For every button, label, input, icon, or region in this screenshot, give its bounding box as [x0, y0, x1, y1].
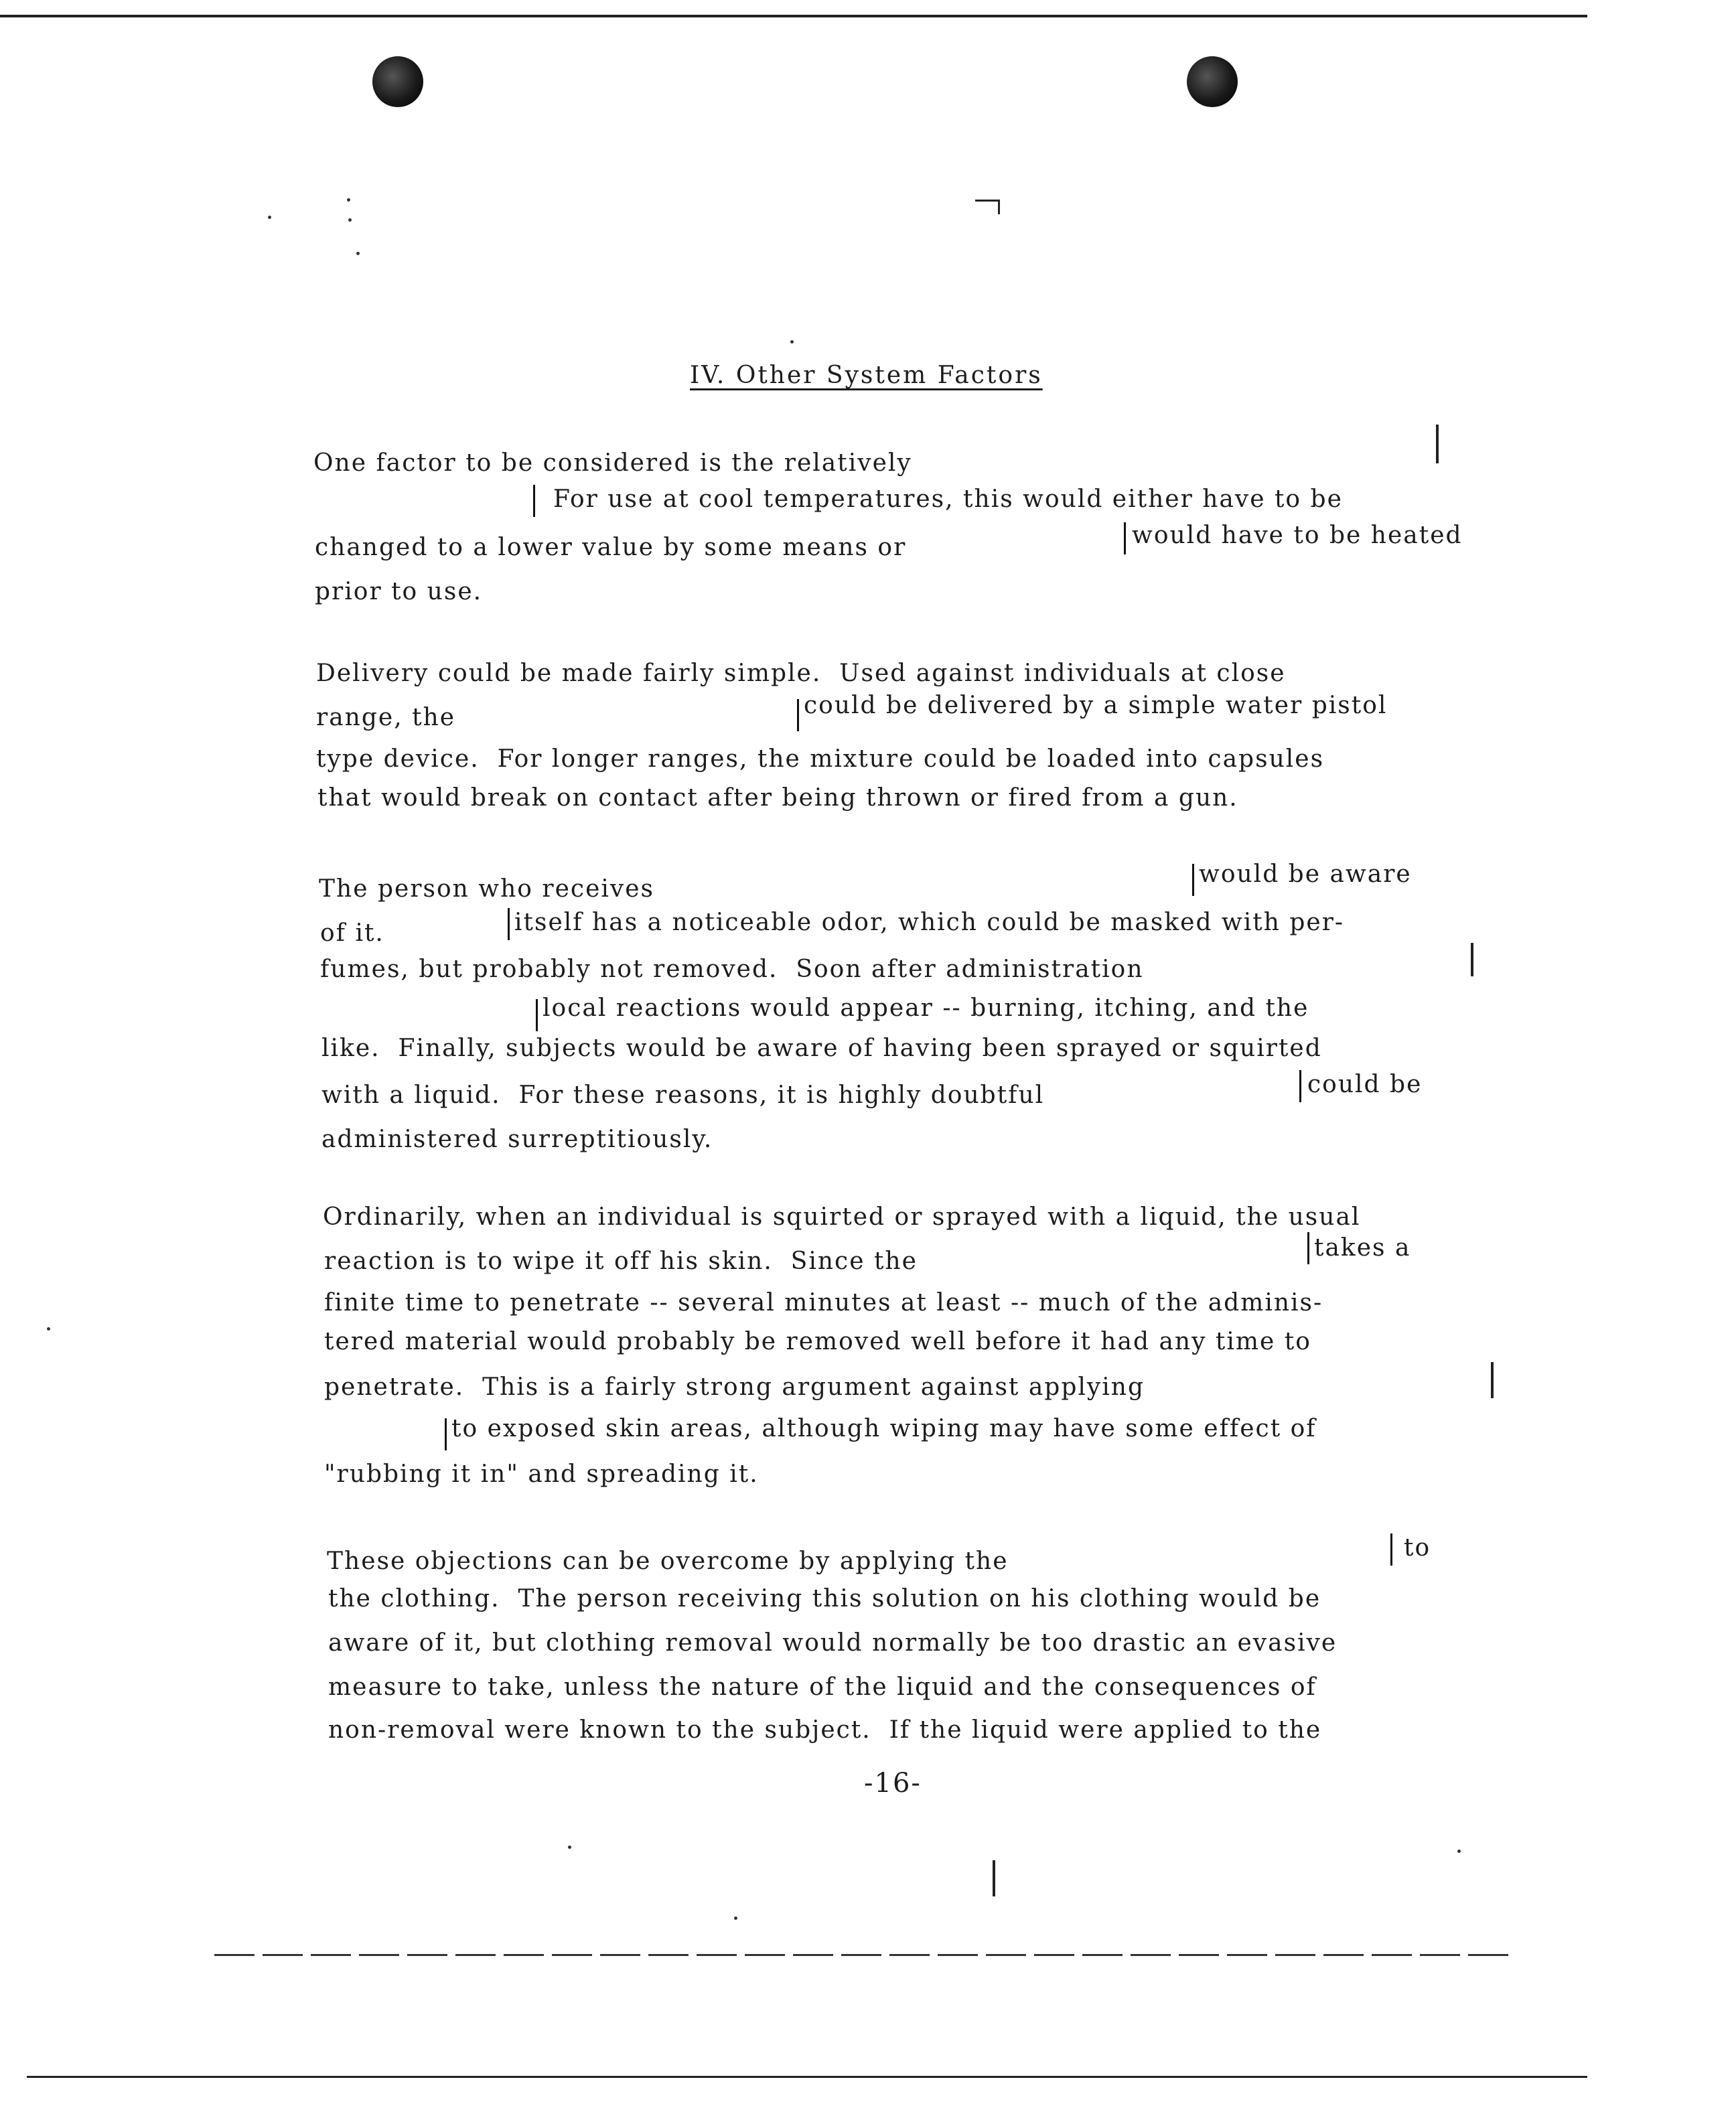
paragraph-2-line-4: that would break on contact after being thrown or fired from a gun. [317, 784, 1238, 812]
margin-mark [1491, 1362, 1494, 1398]
paragraph-3-line-6b: could be [1307, 1071, 1423, 1098]
paragraph-2-line-2: range, the [316, 704, 456, 731]
paragraph-5-line-1: These objections can be overcome by applying the [327, 1548, 1009, 1575]
paragraph-1-line-3b: would have to be heated [1132, 522, 1463, 549]
speck [568, 1846, 571, 1849]
speck [790, 340, 794, 344]
margin-mark [993, 1860, 995, 1896]
paragraph-5-line-5: non-removal were known to the subject. If the liquid were applied to the [328, 1716, 1322, 1744]
paragraph-1-line-3: changed to a lower value by some means or [315, 534, 907, 561]
paragraph-4-line-2b: takes a [1314, 1234, 1411, 1262]
section-heading: IV. Other System Factors [690, 362, 1043, 389]
paragraph-3-line-4: local reactions would appear -- burning, itching, and the [542, 994, 1309, 1022]
speck [347, 198, 350, 202]
speck [268, 216, 271, 219]
redaction-bar [445, 1418, 447, 1450]
paragraph-5-line-1b: to [1404, 1534, 1431, 1562]
redaction-bar [536, 999, 538, 1031]
redaction-bar [508, 908, 510, 940]
corner-mark [998, 200, 1000, 214]
corner-mark [975, 200, 999, 202]
paragraph-1-line-1: One factor to be considered is the relatively [313, 449, 912, 477]
redaction-bar [533, 485, 535, 517]
paragraph-5-line-3: aware of it, but clothing removal would normally be too drastic an evasive [328, 1629, 1337, 1657]
page-number: -16- [864, 1768, 922, 1799]
paragraph-4-line-4: tered material would probably be removed well before it had any time to [324, 1328, 1311, 1355]
paragraph-3-line-1b: would be aware [1199, 860, 1412, 888]
bottom-scan-line [27, 2076, 1587, 2078]
paragraph-3-line-6: with a liquid. For these reasons, it is highly doubtful [321, 1081, 1045, 1109]
speck [47, 1327, 50, 1331]
paragraph-4-line-6: to exposed skin areas, although wiping may have some effect of [451, 1415, 1317, 1442]
paragraph-2-line-1: Delivery could be made fairly simple. Used against individuals at close [316, 660, 1286, 687]
redaction-bar [1307, 1232, 1309, 1264]
speck [356, 252, 360, 255]
top-scan-line [0, 15, 1587, 17]
paragraph-3-line-3: fumes, but probably not removed. Soon after administration [320, 956, 1144, 983]
punch-hole-left [372, 56, 423, 107]
paragraph-4-line-1: Ordinarily, when an individual is squirted or sprayed with a liquid, the usual [323, 1203, 1361, 1231]
speck [348, 218, 352, 222]
paragraph-3-line-7: administered surreptitiously. [321, 1126, 713, 1153]
redaction-bar [797, 699, 799, 731]
paragraph-1-line-4: prior to use. [315, 578, 483, 605]
paragraph-2-line-2b: could be delivered by a simple water pistol [804, 692, 1388, 719]
paragraph-4-line-3: finite time to penetrate -- several minutes at least -- much of the adminis- [324, 1289, 1323, 1317]
redaction-bar [1192, 864, 1194, 896]
paragraph-4-line-5: penetrate. This is a fairly strong argument against applying [324, 1373, 1145, 1401]
punch-hole-right [1187, 56, 1238, 107]
redaction-bar [1124, 522, 1126, 554]
paragraph-3-line-1: The person who receives [319, 875, 655, 903]
margin-mark [1471, 943, 1473, 976]
lower-dashed-line [214, 1954, 1514, 1956]
paragraph-4-line-7: "rubbing it in" and spreading it. [324, 1460, 759, 1488]
paragraph-4-line-2: reaction is to wipe it off his skin. Since the [324, 1248, 918, 1275]
paragraph-1-line-2: For use at cool temperatures, this would either have to be [553, 485, 1343, 513]
paragraph-3-line-2a: of it. [320, 919, 384, 947]
redaction-bar [1299, 1070, 1301, 1102]
paragraph-3-line-5: like. Finally, subjects would be aware of having been sprayed or squirted [321, 1035, 1322, 1062]
paragraph-5-line-2: the clothing. The person receiving this solution on his clothing would be [328, 1585, 1321, 1612]
paragraph-2-line-3: type device. For longer ranges, the mixture could be loaded into capsules [316, 745, 1325, 773]
speck [734, 1917, 737, 1920]
redaction-bar [1390, 1533, 1392, 1566]
paragraph-3-line-2b: itself has a noticeable odor, which could be masked with per- [514, 909, 1345, 936]
speck [1457, 1850, 1461, 1853]
margin-mark [1436, 425, 1439, 463]
paragraph-5-line-4: measure to take, unless the nature of the liquid and the consequences of [328, 1673, 1317, 1701]
